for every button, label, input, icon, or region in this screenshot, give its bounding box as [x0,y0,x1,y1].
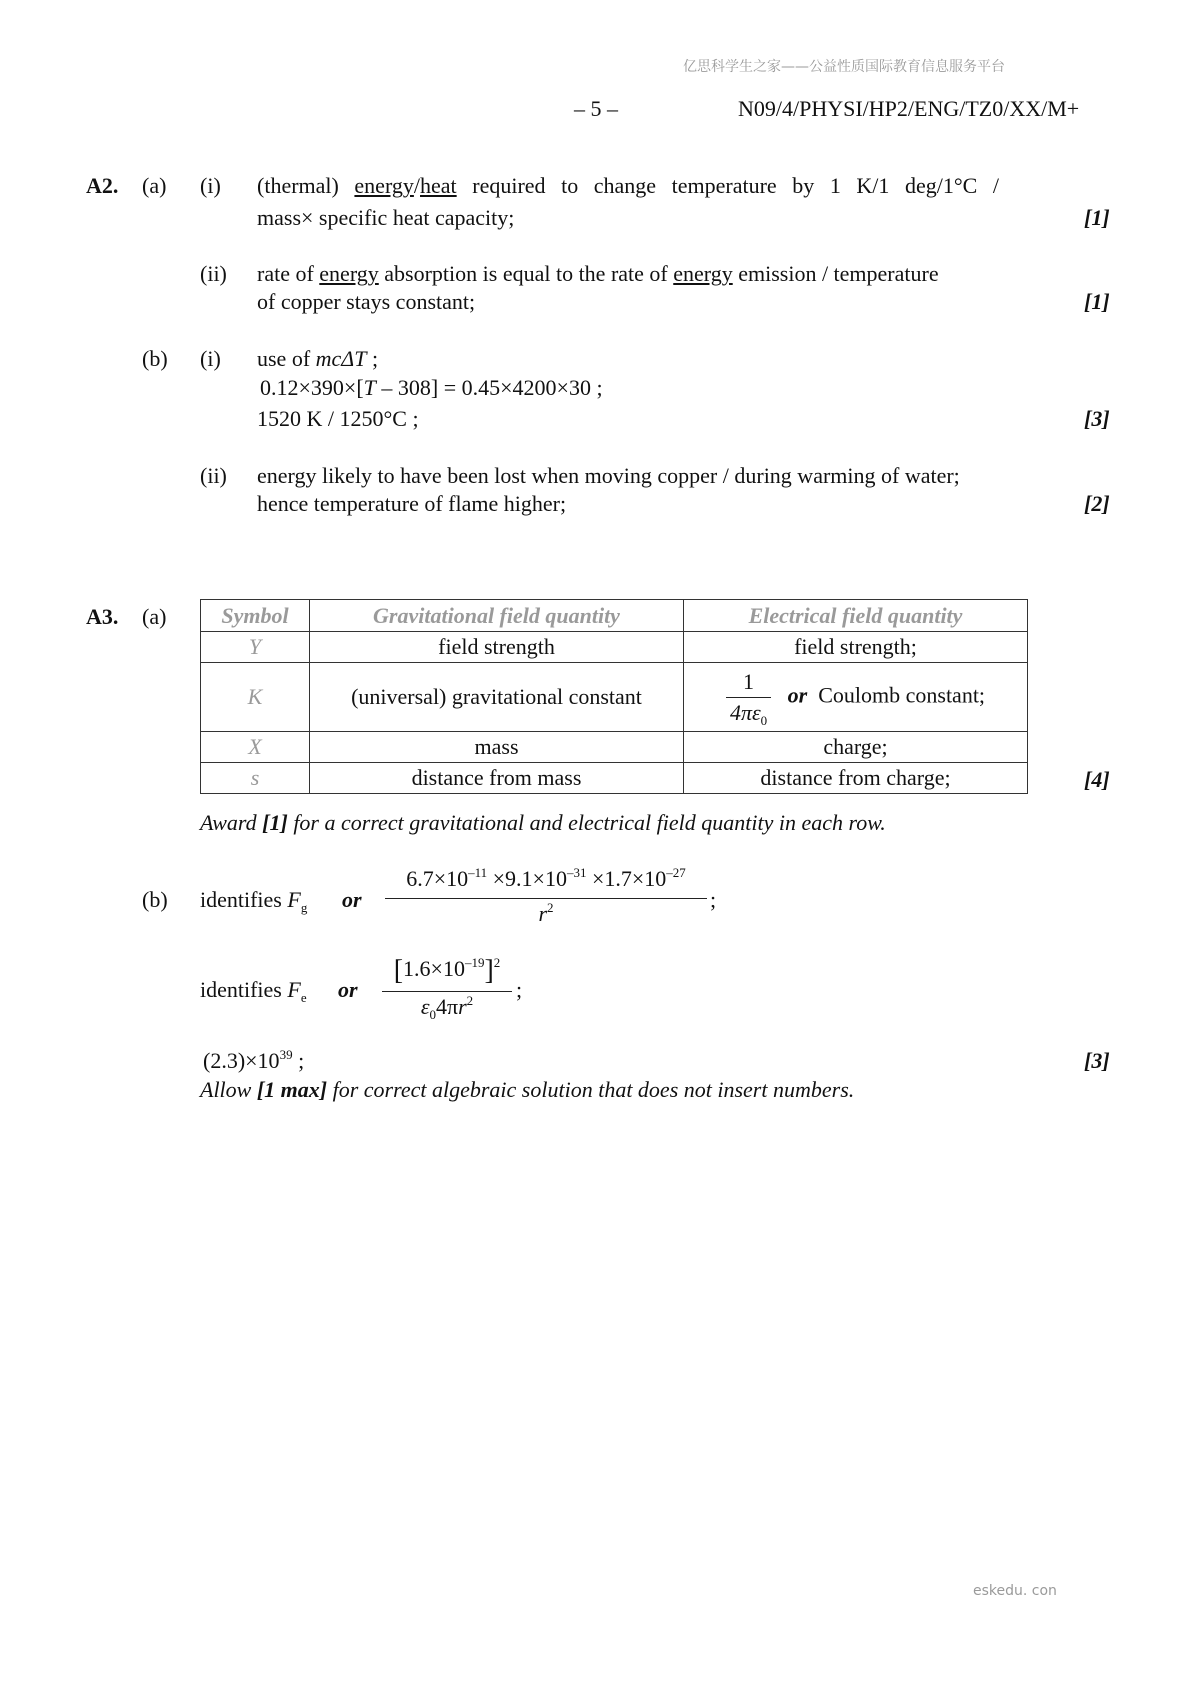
text: Coulomb constant; [818,682,986,708]
exponent: –11 [468,865,488,880]
fe-numerator: $[1.6\times 10^{-19}]^2$ [393,955,501,986]
exponent: –31 [566,865,587,880]
text: 4πε [729,699,761,725]
a2-a-ii-line1 [257,261,939,287]
exponent: 2 [547,900,554,915]
a2-a-ii-line2: of copper stays constant; [257,289,476,314]
a2-a-i-line2: mass× specific heat capacity; [257,205,515,230]
watermark-bottom: eskedu. con [973,1583,1057,1599]
variable-f: F [287,977,301,1002]
field-quantity-table [200,599,1028,794]
underlined-energy: energy [673,261,733,286]
header-gravitational: Gravitational field quantity [310,600,684,632]
symbol-cell: X [201,732,310,763]
mark-a3-b: [3] [1084,1048,1110,1073]
text: 6.7×10 [406,866,469,891]
text: / [413,173,421,198]
mark-ref: [1] [262,810,288,835]
text: identifies [200,977,288,1002]
elec-cell: distance from charge; [684,763,1028,794]
a2-b-i-label: (i) [200,346,221,371]
header-electrical: Electrical field quantity [684,600,1028,632]
text: 1.6×10 [403,956,465,981]
text: use of [257,346,316,371]
a2-a-i-line1 [257,173,999,199]
text: ; [366,346,379,371]
semicolon: ; [516,977,523,1002]
mark-ref: [1 max] [256,1077,328,1102]
mark-a2-b-ii: [2] [1084,491,1110,516]
grav-cell: distance from mass [310,763,684,794]
fg-numerator [385,866,707,892]
question-number-a2: A2. [86,173,119,198]
text: required to change temperature by 1 K/1 deg/1°C / [456,173,999,198]
variable-r: r [458,994,467,1019]
header-symbol: Symbol [201,600,310,632]
a2-b-i-line3: 1520 K / 1250°C ; [257,406,419,431]
table-row [201,763,1028,794]
grav-cell: mass [310,732,684,763]
a2-b-ii-line1: energy likely to have been lost when moving copper / during warming of water; [257,463,960,488]
mark-a3-a: [4] [1084,767,1110,792]
fe-denominator [382,994,512,1020]
exponent: 2 [493,955,501,970]
text: rate of [257,261,320,286]
fraction-denominator [726,698,771,726]
watermark-top: 亿思科学生之家——公益性质国际教育信息服务平台 [683,59,1005,75]
or-word: or [342,887,362,912]
question-number-a3: A3. [86,604,119,629]
a2-part-a-label: (a) [142,173,167,198]
text: absorption is equal to the rate of [378,261,674,286]
a2-b-i-line2 [260,375,603,401]
a3-b-answer [203,1048,304,1074]
elec-cell: field strength; [684,632,1028,663]
symbol-cell: Y [201,632,310,663]
underlined-energy: energy [354,173,414,198]
grav-cell: (universal) gravitational constant [310,663,684,732]
document-code: N09/4/PHYSI/HP2/ENG/TZ0/XX/M+ [738,96,1080,121]
text: ×1.7×10 [586,866,667,891]
text: for a correct gravitational and electrical field quantity in each row. [287,810,886,835]
table-header-row [201,600,1028,632]
mark-a2-a-i: [1] [1084,205,1110,230]
fg-denominator [385,901,707,927]
epsilon: ε [420,994,430,1019]
subscript: 0 [429,1007,436,1022]
elec-cell: charge; [684,732,1028,763]
variable-t: T [363,375,376,400]
or-word: or [338,977,358,1002]
award-note [200,810,886,836]
exponent: 39 [279,1047,293,1062]
allow-note [200,1077,854,1103]
text: identifies [200,887,288,912]
table-row [201,732,1028,763]
table-row [201,663,1028,732]
text: ×9.1×10 [487,866,567,891]
text: for correct algebraic solution that does not insert numbers. [327,1077,855,1102]
fraction-bar [382,991,512,992]
coulomb-fraction [726,669,771,726]
semicolon: ; [710,887,717,912]
text: Award [200,810,263,835]
a2-b-i-line1 [257,346,378,372]
mark-a2-b-i: [3] [1084,406,1110,431]
subscript: e [300,990,307,1005]
text: (2.3)×10 [203,1048,280,1073]
a2-part-b-label: (b) [142,346,168,371]
exponent: –19 [464,955,485,970]
variable-f: F [287,887,301,912]
underlined-heat: heat [420,173,457,198]
symbol-cell: K [201,663,310,732]
fraction-bar [385,898,707,899]
text: ; [292,1048,305,1073]
symbol-cell: s [201,763,310,794]
a3-part-b-label: (b) [142,887,168,912]
a2-a-i-label: (i) [200,173,221,198]
underlined-energy: energy [319,261,379,286]
elec-cell [684,663,1028,732]
subscript: 0 [760,712,768,728]
identifies-fg [200,887,307,913]
exponent: –27 [666,865,686,880]
table-row [201,632,1028,663]
text: (thermal) [257,173,355,198]
text: emission / temperature [732,261,939,286]
or-word: or [787,682,808,708]
exponent: 2 [466,993,474,1008]
identifies-fe [200,977,307,1003]
grav-cell: field strength [310,632,684,663]
text: – 308] = 0.45×4200×30 ; [375,375,603,400]
text: 0.12×390×[ [260,375,364,400]
text: 4π [436,994,459,1019]
a2-b-ii-line2: hence temperature of flame higher; [257,491,567,516]
formula-mc-delta-t: mcΔT [315,346,367,371]
a3-part-a-label: (a) [142,604,167,629]
fraction-numerator: 1 [726,669,771,698]
a2-b-ii-label: (ii) [200,463,227,488]
page-number: – 5 – [574,96,618,121]
variable-r: r [538,901,548,926]
subscript: g [300,900,308,915]
mark-a2-a-ii: [1] [1084,289,1110,314]
a2-a-ii-label: (ii) [200,261,227,286]
text: Allow [200,1077,257,1102]
